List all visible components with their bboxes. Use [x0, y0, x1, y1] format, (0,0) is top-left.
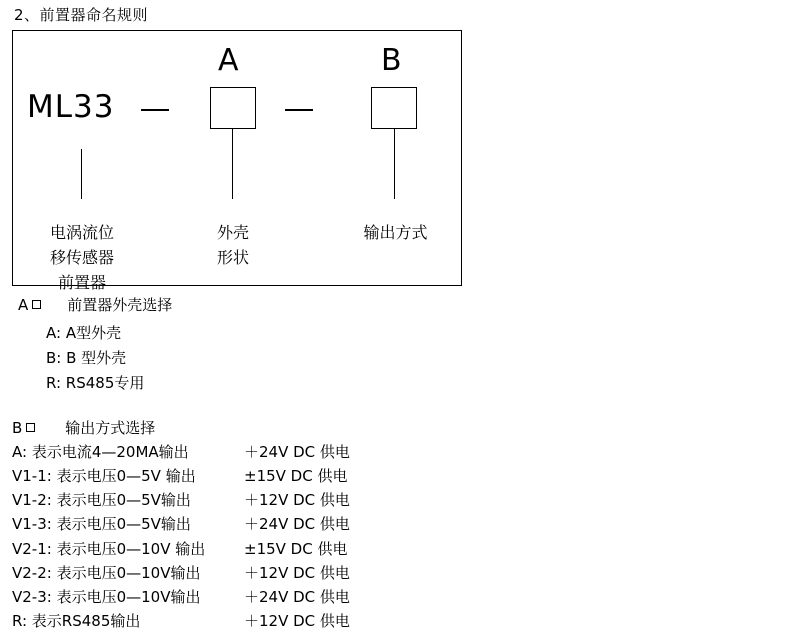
- diagram-label-mid-line-2: 形状: [216, 247, 249, 267]
- section-b-title: [12, 417, 155, 438]
- section-a-item-0: A: A型外壳: [46, 324, 122, 342]
- section-b-row-1: [12, 465, 492, 489]
- section-b-row-7-power: ＋12V DC 供电: [244, 612, 350, 630]
- section-b-row-2-power: ＋12V DC 供电: [244, 491, 350, 509]
- section-b-row-4: [12, 538, 492, 562]
- diagram-label-mid-line-1: 外壳: [216, 223, 249, 242]
- section-b-row-5-desc: V2-2: 表示电压0—10V输出: [12, 564, 201, 582]
- section-b-row-1-desc: V1-1: 表示电压0—5V 输出: [12, 467, 196, 485]
- section-b-row-7: [12, 610, 492, 634]
- section-b-title-text: 输出方式选择: [65, 419, 156, 437]
- section-b-row-2: [12, 489, 492, 513]
- section-b-row-0-power: ＋24V DC 供电: [244, 443, 350, 461]
- section-b-row-1-power: ±15V DC 供电: [244, 467, 348, 485]
- section-b-row-4-power: ±15V DC 供电: [244, 540, 348, 558]
- model-code: ML33: [27, 89, 115, 125]
- connector-line-left: [81, 149, 82, 199]
- dash-separator-2: [285, 109, 313, 111]
- section-b-row-6-desc: V2-3: 表示电压0—10V输出: [12, 588, 201, 606]
- connector-line-mid: [232, 129, 233, 199]
- diagram-label-right: 输出方式: [363, 223, 428, 242]
- diagram-label-left-line-3: 前置器: [57, 272, 106, 292]
- diagram-letter-b: B: [381, 43, 402, 78]
- section-b-row-0: [12, 441, 492, 465]
- section-a-title: [18, 294, 172, 315]
- dash-separator-1: [141, 109, 169, 111]
- section-a-title-text: 前置器外壳选择: [67, 296, 173, 314]
- diagram-letter-a: A: [218, 43, 239, 78]
- placeholder-box-a: [210, 87, 256, 129]
- diagram-label-left-line-1: 电涡流位: [49, 223, 114, 242]
- section-b-row-6-power: ＋24V DC 供电: [244, 588, 350, 606]
- section-b-row-5-power: ＋12V DC 供电: [244, 564, 350, 582]
- connector-line-right: [394, 129, 395, 199]
- placeholder-box-b: [371, 87, 417, 129]
- section-b-row-5: [12, 562, 492, 586]
- section-a-code: A: [18, 296, 29, 314]
- diagram-label-left-line-2: 移传感器: [49, 247, 114, 267]
- section-b-row-6: [12, 586, 492, 610]
- section-b-box-icon: [26, 423, 35, 432]
- section-b-row-0-desc: A: 表示电流4—20MA输出: [12, 443, 189, 461]
- section-b-row-3-desc: V1-3: 表示电压0—5V输出: [12, 515, 191, 533]
- section-b-code: B: [12, 419, 23, 437]
- section-b-row-4-desc: V2-1: 表示电压0—10V 输出: [12, 540, 206, 558]
- section-b-row-3: [12, 513, 492, 537]
- section-b-row-2-desc: V1-2: 表示电压0—5V输出: [12, 491, 191, 509]
- naming-rule-diagram: [12, 30, 462, 292]
- diagram-label-mid: [183, 221, 283, 271]
- section-b-row-7-desc: R: 表示RS485输出: [12, 612, 141, 630]
- section-b-row-3-power: ＋24V DC 供电: [244, 515, 350, 533]
- section-a-box-icon: [32, 300, 41, 309]
- page-title: 2、前置器命名规则: [14, 6, 149, 24]
- diagram-label-left: [27, 221, 137, 295]
- section-a-item-1: B: B 型外壳: [46, 349, 127, 367]
- section-a-item-2: R: RS485专用: [46, 374, 145, 392]
